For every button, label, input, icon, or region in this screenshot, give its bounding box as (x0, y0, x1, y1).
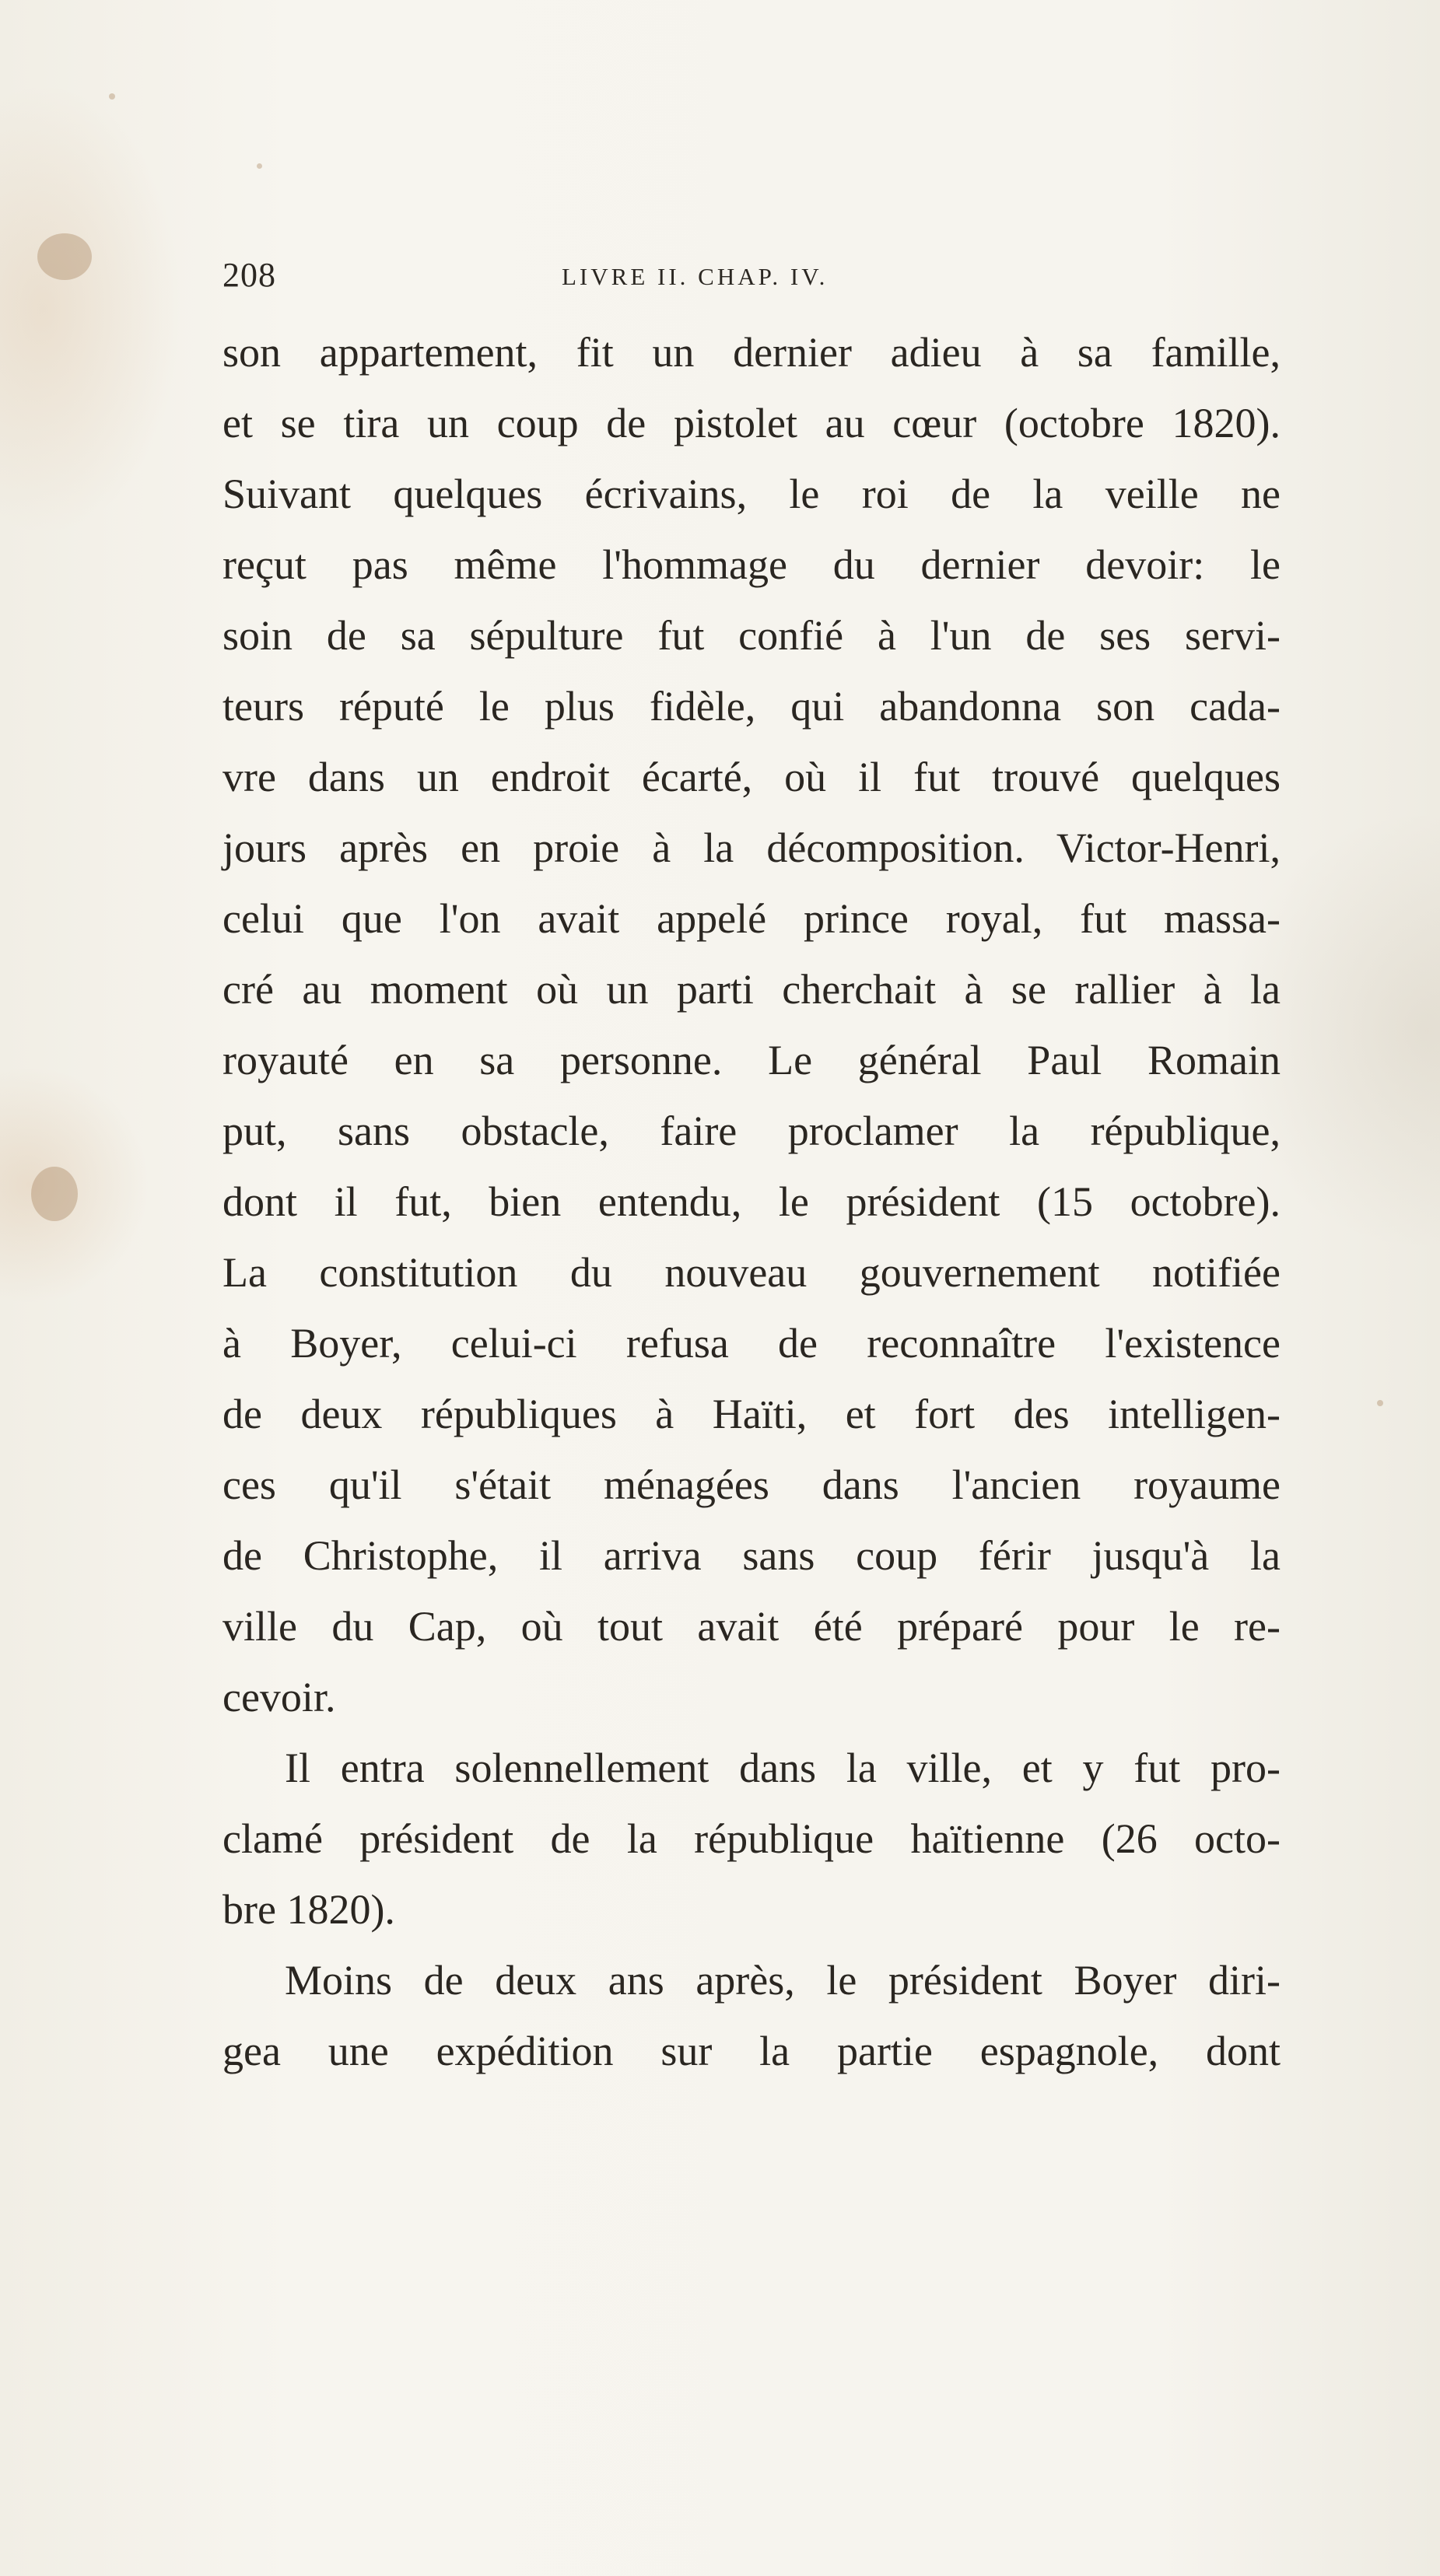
text-line: Il entra solennellement dans la ville, et y fut pro- (285, 1745, 1281, 1791)
foxing-spot (1377, 1400, 1383, 1406)
text-line: La constitution du nouveau gouvernement notifiée (222, 1249, 1281, 1296)
text-line: put, sans obstacle, faire proclamer la république, (222, 1108, 1281, 1154)
text-line: bre 1820). (222, 1886, 395, 1933)
text-line: cevoir. (222, 1674, 336, 1720)
foxing-spot (37, 233, 92, 280)
text-line: reçut pas même l'hommage du dernier devoir: le (222, 541, 1281, 588)
text-line: à Boyer, celui-ci refusa de reconnaître l'existence (222, 1320, 1281, 1367)
text-line: Suivant quelques écrivains, le roi de la veille ne (222, 471, 1281, 517)
text-line: Moins de deux ans après, le président Boyer diri- (285, 1957, 1281, 2004)
foxing-spot (109, 93, 115, 100)
text-line: soin de sa sépulture fut confié à l'un de ses servi- (222, 612, 1281, 659)
text-line: teurs réputé le plus fidèle, qui abandonna son cada- (222, 683, 1281, 730)
text-line: de Christophe, il arriva sans coup férir jusqu'à la (222, 1532, 1281, 1579)
text-line: son appartement, fit un dernier adieu à sa famille, (222, 329, 1281, 376)
text-line: vre dans un endroit écarté, où il fut trouvé quelques (222, 754, 1281, 800)
foxing-spot (257, 163, 262, 169)
text-line: gea une expédition sur la partie espagnole, dont (222, 2028, 1281, 2074)
text-line: ville du Cap, où tout avait été préparé pour le re- (222, 1603, 1281, 1650)
text-line: celui que l'on avait appelé prince royal, fut massa- (222, 895, 1281, 942)
foxing-spot (31, 1167, 78, 1221)
page-header (222, 255, 1281, 302)
running-head: LIVRE II. CHAP. IV. (562, 263, 829, 290)
text-line: jours après en proie à la décomposition. Victor-Henri, (222, 824, 1281, 871)
body-text (222, 317, 1281, 2087)
text-line: dont il fut, bien entendu, le président (15 octobre). (222, 1178, 1281, 1225)
text-line: royauté en sa personne. Le général Paul Romain (222, 1037, 1281, 1083)
text-line: ces qu'il s'était ménagées dans l'ancien royaume (222, 1461, 1281, 1508)
page-number: 208 (222, 256, 276, 294)
text-line: et se tira un coup de pistolet au cœur (octobre 1820). (222, 400, 1281, 446)
text-line: cré au moment où un parti cherchait à se rallier à la (222, 966, 1281, 1013)
text-line: de deux républiques à Haïti, et fort des intelligen- (222, 1391, 1281, 1437)
text-line: clamé président de la république haïtienne (26 octo- (222, 1815, 1281, 1862)
